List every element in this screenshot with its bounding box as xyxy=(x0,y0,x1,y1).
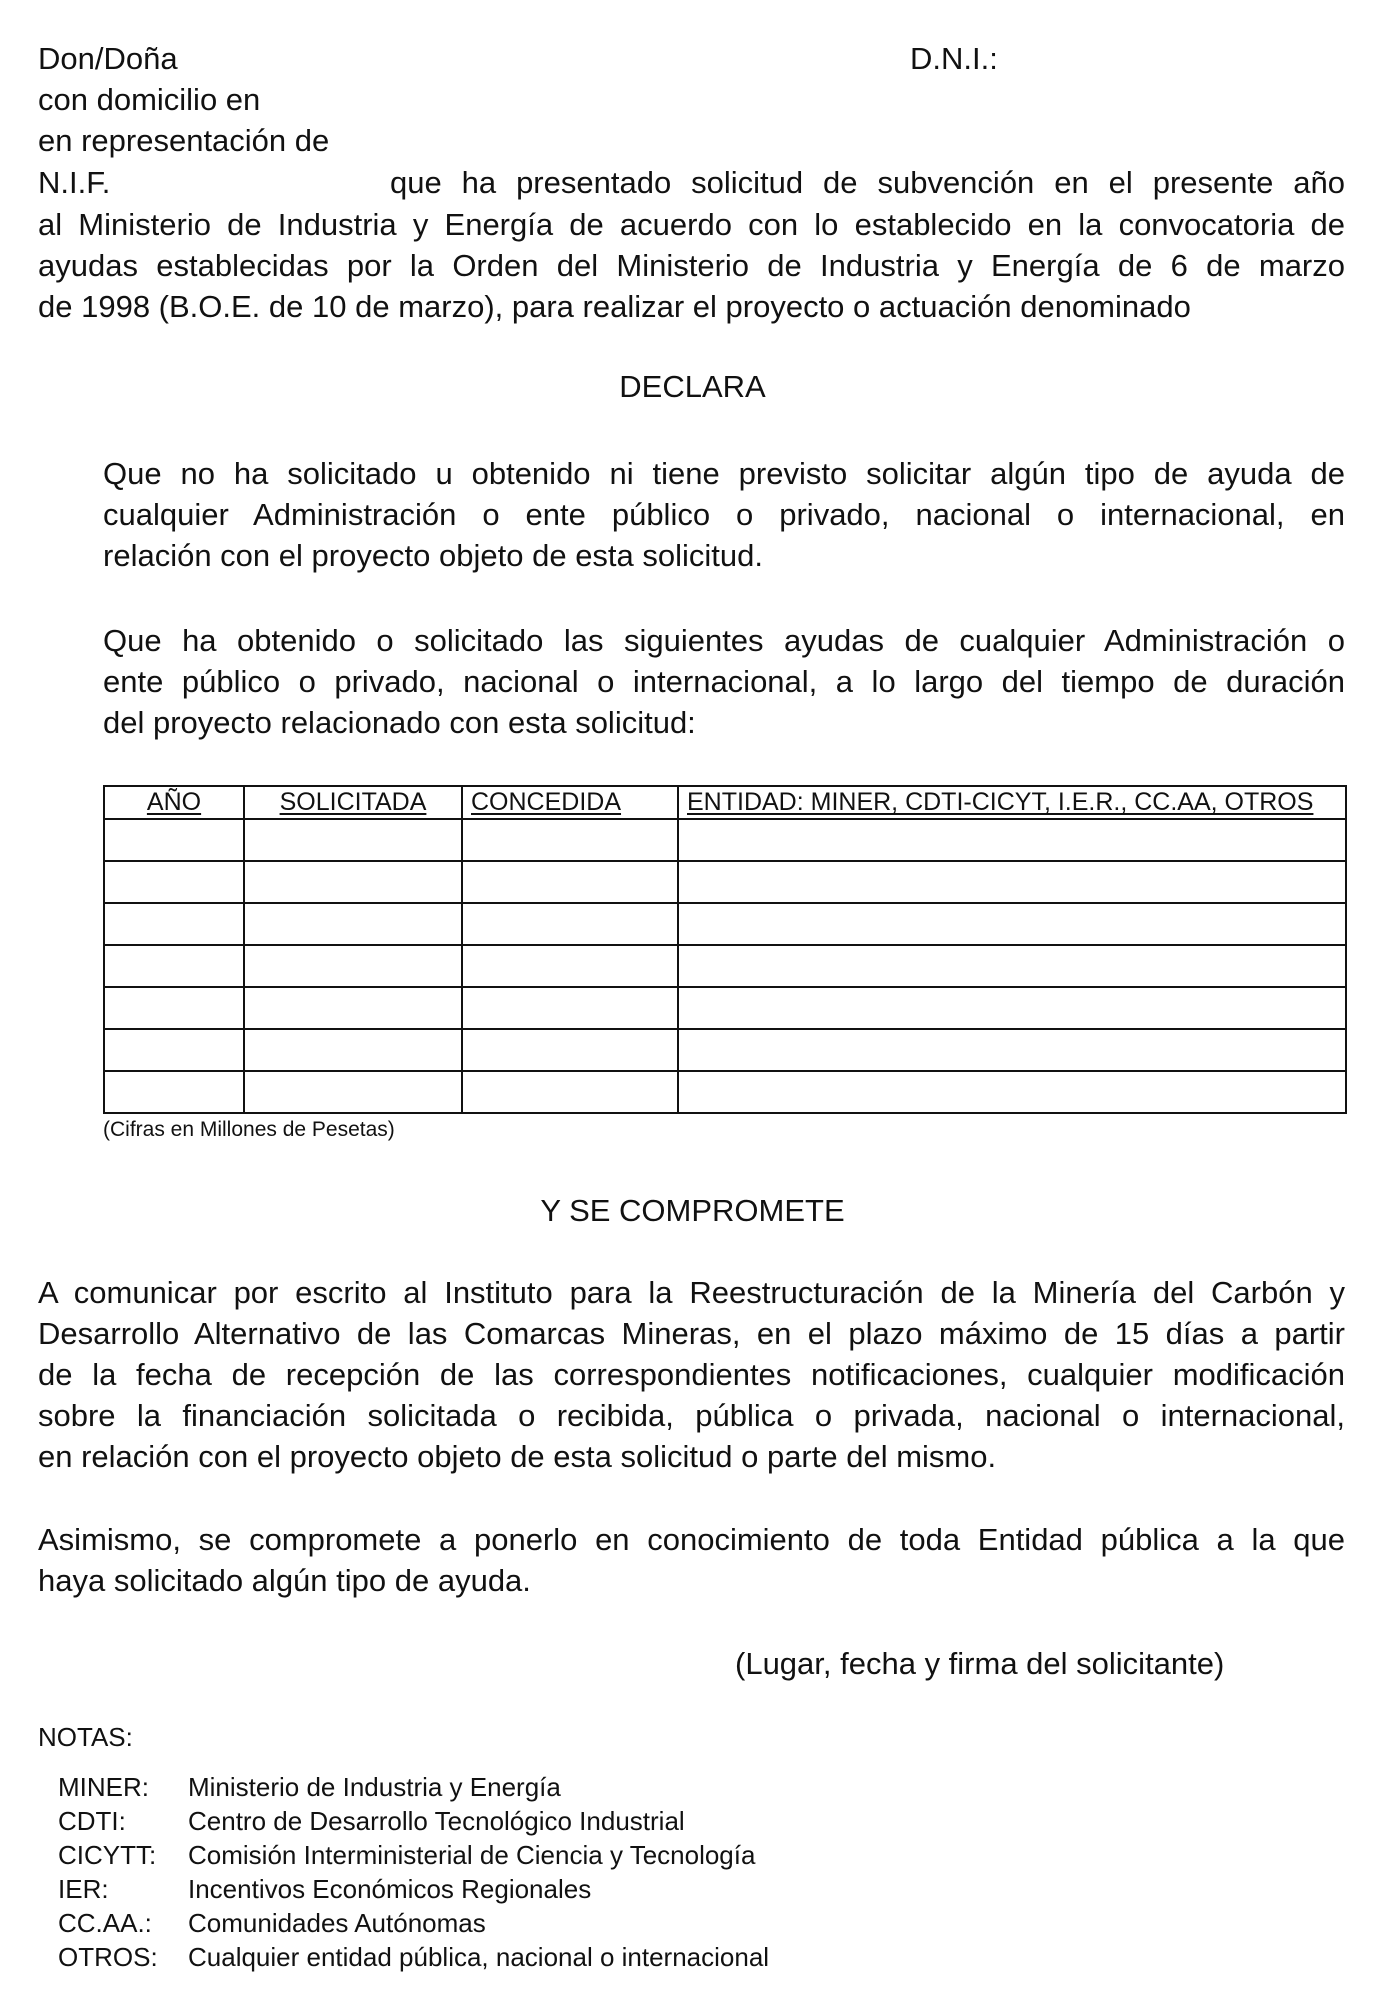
nota-abbr: MINER: xyxy=(58,1772,149,1802)
cell-concedida[interactable] xyxy=(462,987,678,1029)
compromete-p1-line-2: Desarrollo Alternativo de las Comarcas Mineras, en el plazo máximo de 15 días a partir xyxy=(38,1316,1345,1351)
nota-def: Comisión Interministerial de Ciencia y Tecnología xyxy=(188,1840,756,1870)
table-row xyxy=(104,987,1346,1029)
cell-ano[interactable] xyxy=(104,1071,244,1113)
header-entidad: ENTIDAD: MINER, CDTI-CICYT, I.E.R., CC.AA, OTROS xyxy=(678,786,1346,819)
cell-concedida[interactable] xyxy=(462,861,678,903)
table-row xyxy=(104,945,1346,987)
cell-concedida[interactable] xyxy=(462,945,678,987)
declara-p2-line-3: del proyecto relacionado con esta solicitud: xyxy=(103,705,696,740)
declara-p1-line-1: Que no ha solicitado u obtenido ni tiene previsto solicitar algún tipo de ayuda de xyxy=(103,456,1345,491)
table-row xyxy=(104,1029,1346,1071)
header-solicitada: SOLICITADA xyxy=(244,786,462,819)
cell-solicitada[interactable] xyxy=(244,987,462,1029)
table-row xyxy=(104,1071,1346,1113)
intro-line-2: al Ministerio de Industria y Energía de acuerdo con lo establecido en la convocatoria de xyxy=(38,207,1345,242)
compromete-p2-line-1: Asimismo, se compromete a ponerlo en conocimiento de toda Entidad pública a la que xyxy=(38,1522,1345,1557)
compromete-p1-line-3: de la fecha de recepción de las correspondientes notificaciones, cualquier modificación xyxy=(38,1357,1345,1392)
cell-solicitada[interactable] xyxy=(244,945,462,987)
intro-line-1: que ha presentado solicitud de subvención en el presente año xyxy=(390,165,1345,200)
nota-def: Incentivos Económicos Regionales xyxy=(188,1874,592,1904)
cell-solicitada[interactable] xyxy=(244,861,462,903)
cell-ano[interactable] xyxy=(104,945,244,987)
cell-concedida[interactable] xyxy=(462,903,678,945)
nif-label: N.I.F. xyxy=(38,165,111,200)
compromete-p1-line-4: sobre la financiación solicitada o recibida, pública o privada, nacional o internacional, xyxy=(38,1398,1345,1433)
cell-concedida[interactable] xyxy=(462,819,678,861)
nota-item xyxy=(0,1770,1385,1804)
cell-solicitada[interactable] xyxy=(244,903,462,945)
cell-ano[interactable] xyxy=(104,1029,244,1071)
declara-heading: DECLARA xyxy=(619,369,766,404)
cell-entidad[interactable] xyxy=(678,945,1346,987)
cell-solicitada[interactable] xyxy=(244,1029,462,1071)
cell-ano[interactable] xyxy=(104,903,244,945)
dni-label: D.N.I.: xyxy=(910,41,998,76)
nota-abbr: CDTI: xyxy=(58,1806,126,1836)
declara-p1-line-3: relación con el proyecto objeto de esta solicitud. xyxy=(103,538,764,573)
cell-ano[interactable] xyxy=(104,819,244,861)
compromete-heading: Y SE COMPROMETE xyxy=(540,1193,845,1228)
declara-p2-line-2: ente público o privado, nacional o internacional, a lo largo del tiempo de duración xyxy=(103,664,1345,699)
compromete-p1-line-5: en relación con el proyecto objeto de esta solicitud o parte del mismo. xyxy=(38,1439,997,1474)
cell-solicitada[interactable] xyxy=(244,819,462,861)
ayudas-table xyxy=(103,785,1347,1114)
nota-abbr: CC.AA.: xyxy=(58,1908,152,1938)
don-dona-label: Don/Doña xyxy=(38,41,178,76)
nota-abbr: IER: xyxy=(58,1874,109,1904)
cell-ano[interactable] xyxy=(104,987,244,1029)
header-ano: AÑO xyxy=(104,786,244,819)
table-header-row xyxy=(104,786,1346,819)
representacion-label: en representación de xyxy=(38,123,330,158)
nota-abbr: CICYTT: xyxy=(58,1840,157,1870)
nota-item xyxy=(0,1940,1385,1974)
nota-def: Ministerio de Industria y Energía xyxy=(188,1772,561,1802)
nota-item xyxy=(0,1872,1385,1906)
nota-def: Centro de Desarrollo Tecnológico Industrial xyxy=(188,1806,685,1836)
table-row xyxy=(104,861,1346,903)
cell-entidad[interactable] xyxy=(678,987,1346,1029)
cell-solicitada[interactable] xyxy=(244,1071,462,1113)
notas-title: NOTAS: xyxy=(38,1722,133,1752)
declara-p1-line-2: cualquier Administración o ente público o privado, nacional o internacional, en xyxy=(103,497,1345,532)
nota-abbr: OTROS: xyxy=(58,1942,158,1972)
cell-concedida[interactable] xyxy=(462,1029,678,1071)
compromete-p1-line-1: A comunicar por escrito al Instituto para la Reestructuración de la Minería del Carbón y xyxy=(38,1275,1345,1310)
nota-item xyxy=(0,1804,1385,1838)
cell-ano[interactable] xyxy=(104,861,244,903)
table-row xyxy=(104,819,1346,861)
declara-p2-line-1: Que ha obtenido o solicitado las siguientes ayudas de cualquier Administración o xyxy=(103,623,1345,658)
table-row xyxy=(104,903,1346,945)
table-note: (Cifras en Millones de Pesetas) xyxy=(103,1118,395,1141)
intro-line-3: ayudas establecidas por la Orden del Ministerio de Industria y Energía de 6 de marzo xyxy=(38,248,1345,283)
domicilio-label: con domicilio en xyxy=(38,82,261,117)
cell-entidad[interactable] xyxy=(678,1029,1346,1071)
firma-label: (Lugar, fecha y firma del solicitante) xyxy=(735,1646,1225,1681)
cell-entidad[interactable] xyxy=(678,819,1346,861)
cell-entidad[interactable] xyxy=(678,861,1346,903)
nota-def: Cualquier entidad pública, nacional o internacional xyxy=(188,1942,770,1972)
cell-entidad[interactable] xyxy=(678,1071,1346,1113)
compromete-p2-line-2: haya solicitado algún tipo de ayuda. xyxy=(38,1563,531,1598)
intro-line-4: de 1998 (B.O.E. de 10 de marzo), para realizar el proyecto o actuación denominado xyxy=(38,289,1191,324)
header-concedida: CONCEDIDA xyxy=(462,786,678,819)
nota-def: Comunidades Autónomas xyxy=(188,1908,486,1938)
cell-concedida[interactable] xyxy=(462,1071,678,1113)
nota-item xyxy=(0,1838,1385,1872)
cell-entidad[interactable] xyxy=(678,903,1346,945)
nota-item xyxy=(0,1906,1385,1940)
